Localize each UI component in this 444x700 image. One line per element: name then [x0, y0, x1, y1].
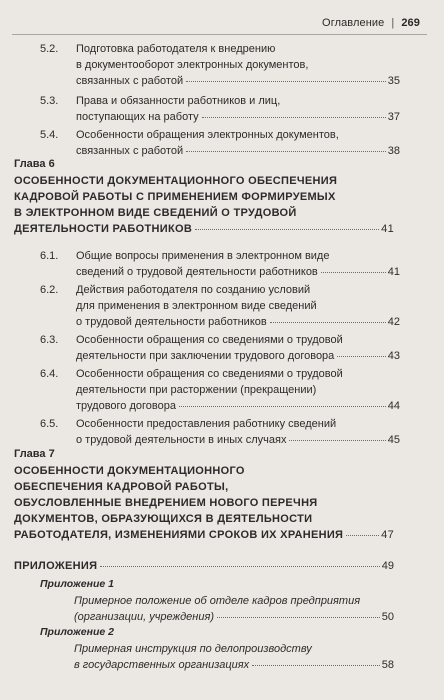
entry-number: 5.2.: [40, 43, 59, 55]
entry-line: деятельности при заключении трудового договора: [76, 350, 335, 362]
entry-line: Права и обязанности работников и лиц,: [76, 95, 281, 107]
entry-page: 38: [387, 145, 400, 157]
header-rule: [12, 34, 427, 35]
leader-dots: [252, 664, 380, 666]
entry-line: Особенности обращения со сведениями о трудовой: [76, 368, 343, 380]
leader-dots: [337, 355, 385, 357]
entry-page: 41: [387, 266, 400, 278]
entry-number: 6.5.: [40, 418, 59, 430]
leader-dots: [346, 534, 379, 536]
entry-line: связанных с работой: [76, 145, 184, 157]
leader-dots: [179, 405, 386, 407]
entry-page: 35: [387, 75, 400, 87]
entry-line: о трудовой деятельности работников: [76, 316, 267, 328]
leader-dots: [186, 150, 386, 152]
chapter-page: 47: [381, 529, 394, 541]
chapter-title-line: В ЭЛЕКТРОННОМ ВИДЕ СВЕДЕНИЙ О ТРУДОВОЙ: [14, 207, 297, 219]
leader-dots: [321, 271, 386, 273]
chapter-page: 41: [381, 223, 394, 235]
appendices-page: 49: [381, 560, 394, 572]
entry-line: в документооборот электронных документов,: [76, 59, 309, 71]
leader-dots: [270, 321, 386, 323]
leader-dots: [202, 116, 386, 118]
entry-line: для применения в электронном виде сведений: [76, 300, 317, 312]
entry-page: 58: [381, 659, 394, 671]
leader-dots: [195, 228, 379, 230]
chapter-title-line: КАДРОВОЙ РАБОТЫ С ПРИМЕНЕНИЕМ ФОРМИРУЕМЫХ: [14, 191, 336, 203]
entry-number: 6.2.: [40, 284, 59, 296]
chapter-title-line: РАБОТОДАТЕЛЯ, ИЗМЕНЕНИЯМИ СРОКОВ ИХ ХРАНЕНИЯ: [14, 529, 344, 541]
entry-number: 6.4.: [40, 368, 59, 380]
chapter-title-line: ДОКУМЕНТОВ, ОБРАЗУЮЩИХСЯ В ДЕЯТЕЛЬНОСТИ: [14, 513, 313, 525]
entry-line: (организации, учреждения): [74, 611, 215, 623]
chapter-title-line: ОСОБЕННОСТИ ДОКУМЕНТАЦИОННОГО: [14, 465, 245, 477]
chapter-7-title[interactable]: [14, 463, 394, 543]
entry-line: Примерная инструкция по делопроизводству: [74, 643, 312, 655]
entry-line: Общие вопросы применения в электронном виде: [76, 250, 330, 262]
entry-line: в государственных организациях: [74, 659, 250, 671]
entry-line: Действия работодателя по созданию условий: [76, 284, 311, 296]
appendix-1-label: Приложение 1: [40, 578, 114, 590]
chapter-title-line: ОБЕСПЕЧЕНИЯ КАДРОВОЙ РАБОТЫ,: [14, 481, 229, 493]
entry-page: 50: [381, 611, 394, 623]
leader-dots: [217, 616, 380, 618]
entry-number: 5.4.: [40, 129, 59, 141]
entry-page: 45: [387, 434, 400, 446]
entry-number: 5.3.: [40, 95, 59, 107]
page-number: 269: [401, 17, 420, 29]
entry-line: деятельности при расторжении (прекращении): [76, 384, 317, 396]
appendix-1-entry[interactable]: [74, 593, 394, 625]
chapter-title-line: ОСОБЕННОСТИ ДОКУМЕНТАЦИОННОГО ОБЕСПЕЧЕНИЯ: [14, 175, 338, 187]
chapter-title-line: ОБУСЛОВЛЕННЫЕ ВНЕДРЕНИЕМ НОВОГО ПЕРЕЧНЯ: [14, 497, 318, 509]
entry-line: трудового договора: [76, 400, 176, 412]
leader-dots: [289, 439, 385, 441]
entry-line: Подготовка работодателя к внедрению: [76, 43, 276, 55]
header-separator: |: [391, 17, 395, 29]
entry-line: Особенности обращения электронных документов,: [76, 129, 339, 141]
chapter-title-line: ДЕЯТЕЛЬНОСТИ РАБОТНИКОВ: [14, 223, 193, 235]
entry-number: 6.1.: [40, 250, 59, 262]
entry-page: 43: [387, 350, 400, 362]
entry-page: 44: [387, 400, 400, 412]
appendix-2-label: Приложение 2: [40, 626, 114, 638]
leader-dots: [186, 80, 386, 82]
appendices-heading[interactable]: [14, 558, 394, 574]
chapter-6-label: Глава 6: [14, 158, 55, 170]
entry-line: сведений о трудовой деятельности работников: [76, 266, 318, 278]
entry-line: о трудовой деятельности в иных случаях: [76, 434, 287, 446]
chapter-6-title[interactable]: [14, 173, 394, 237]
chapter-7-label: Глава 7: [14, 448, 55, 460]
leader-dots: [100, 565, 379, 567]
entry-page: 42: [387, 316, 400, 328]
entry-page: 37: [387, 111, 400, 123]
section-title: Оглавление: [322, 17, 385, 29]
appendix-2-entry[interactable]: [74, 641, 394, 673]
entry-line: поступающих на работу: [76, 111, 199, 123]
entry-line: Особенности предоставления работнику сведений: [76, 418, 337, 430]
appendices-title: ПРИЛОЖЕНИЯ: [14, 560, 98, 572]
entry-line: связанных с работой: [76, 75, 184, 87]
entry-number: 6.3.: [40, 334, 59, 346]
entry-line: Примерное положение об отделе кадров предприятия: [74, 595, 361, 607]
entry-line: Особенности обращения со сведениями о трудовой: [76, 334, 343, 346]
running-header: [322, 17, 420, 29]
